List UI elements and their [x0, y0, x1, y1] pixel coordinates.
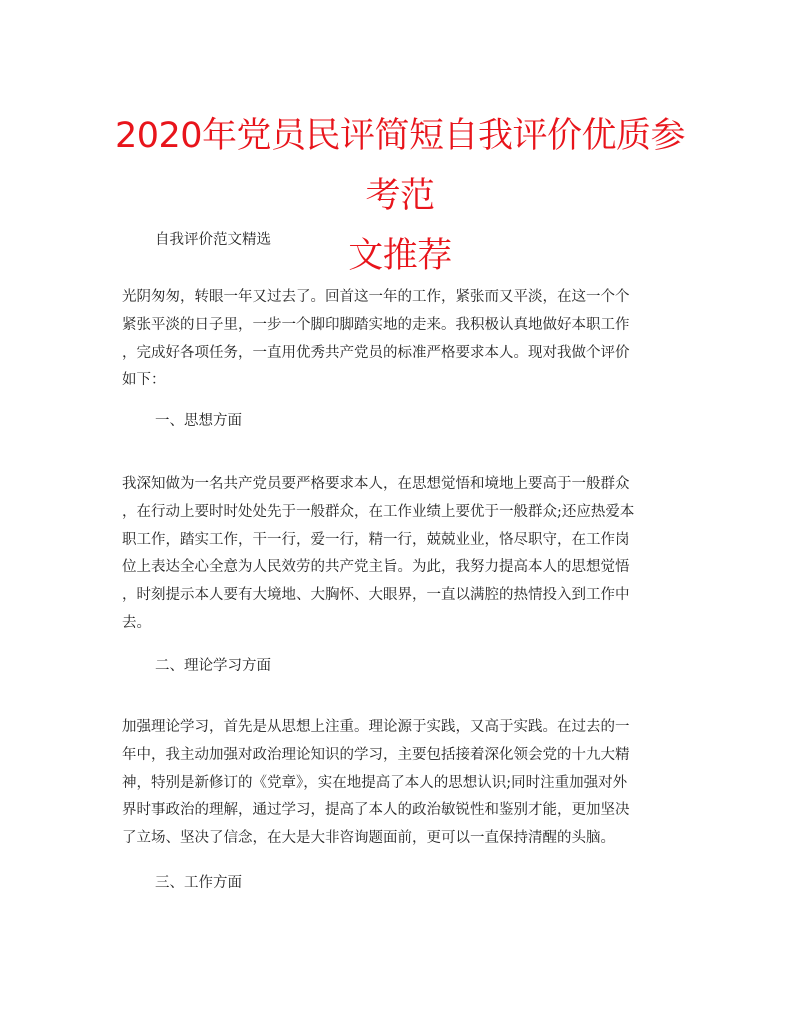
paragraph-line: 紧张平淡的日子里，一步一个脚印脚踏实地的走来。我积极认真地做好本职工作 [122, 316, 630, 333]
paragraph-line: 位上表达全心全意为人民效劳的共产党主旨。为此，我努力提高本人的思想觉悟 [122, 559, 630, 576]
document-title [100, 106, 700, 286]
section-heading-thought: 一、思想方面 [155, 413, 242, 429]
paragraph-line: 光阴匆匆，转眼一年又过去了。回首这一年的工作，紧张而又平淡，在这一个个 [122, 289, 630, 305]
title-line-2: 文推荐 [348, 236, 452, 276]
intro-paragraph [122, 284, 682, 395]
paragraph-line: 我深知做为一名共产党员要严格要求本人，在思想觉悟和境地上要高于一般群众 [122, 476, 630, 492]
paragraph-line: 加强理论学习，首先是从思想上注重。理论源于实践，又高于实践。在过去的一 [122, 719, 630, 735]
paragraph-line: ，时刻提示本人要有大境地、大胸怀、大眼界，一直以满腔的热情投入到工作中 [122, 587, 630, 604]
section-paragraph-theory-study [122, 714, 682, 853]
paragraph-line: 界时事政治的理解，通过学习，提高了本人的政治敏锐性和鉴别才能，更加坚决 [122, 802, 630, 819]
paragraph-line: 神，特别是新修订的《党章》，实在地提高了本人的思想认识;同时注重加强对外 [122, 774, 628, 791]
section-heading-theory-study: 二、理论学习方面 [155, 658, 271, 674]
paragraph-line: 年中，我主动加强对政治理论知识的学习，主要包括接着深化领会党的十九大精 [122, 746, 630, 763]
paragraph-line: ，完成好各项任务，一直用优秀共产党员的标准严格要求本人。现对我做个评价 [122, 344, 630, 361]
title-line-1: 2020年党员民评简短自我评价优质参考范 [114, 116, 686, 216]
section-paragraph-thought [122, 471, 682, 638]
paragraph-line: 去。 [122, 614, 151, 631]
paragraph-line: 职工作，踏实工作，干一行，爱一行，精一行，兢兢业业，恪尽职守，在工作岗 [122, 531, 630, 548]
document-subtitle: 自我评价范文精选 [155, 232, 271, 248]
paragraph-line: 如下： [122, 372, 166, 389]
paragraph-line: ，在行动上要时时处处先于一般群众，在工作业绩上要优于一般群众;还应热爱本 [122, 503, 635, 520]
section-heading-work: 三、工作方面 [155, 875, 242, 891]
paragraph-line: 了立场、坚决了信念，在大是大非咨询题面前，更可以一直保持清醒的头脑。 [122, 830, 615, 847]
